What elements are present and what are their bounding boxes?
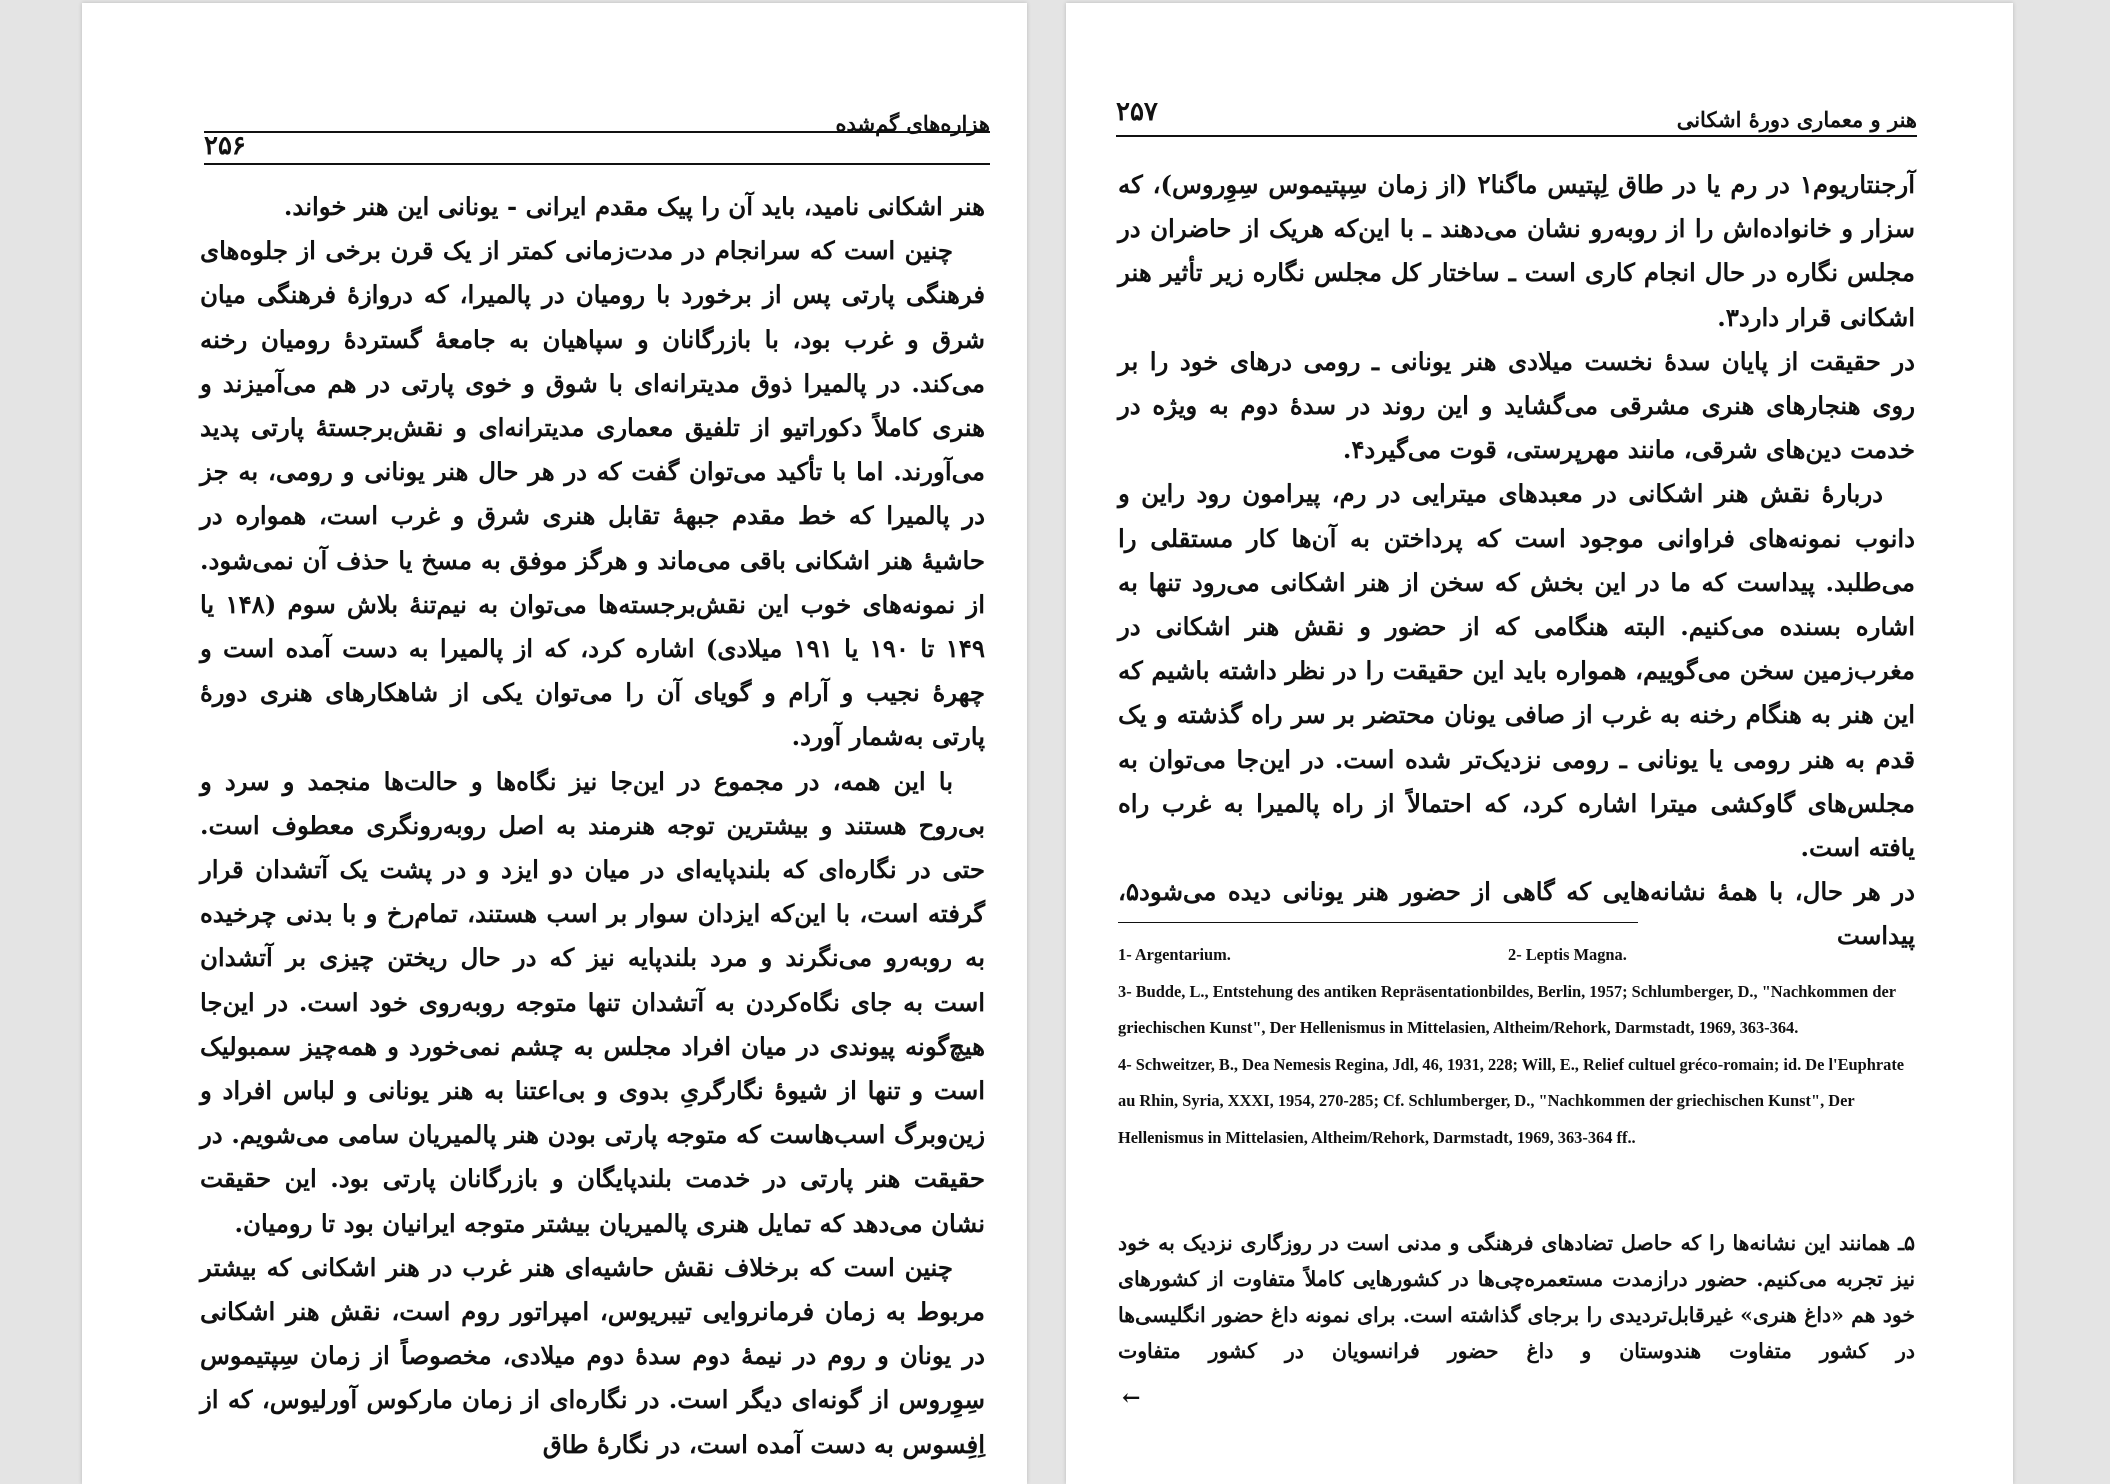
body-text [1118, 163, 1915, 959]
footnote-1: 1- Argentarium. [1118, 945, 1231, 964]
right-page [1066, 3, 2013, 1484]
header-rule [1116, 135, 1917, 137]
left-page [82, 3, 1027, 1484]
footnote-5: ۵ـ همانند این نشانه‌ها را که حاصل تضادهای فرهنگی و مدنی است در روزگاری نزدیک به خود نیز تجربه می‌کنیم. حضور درازمدت مستعمره‌چی‌ها در کشورهایی کاملاً متفاوت از کشورهای خود هم «داغ هنری» غیرقابل‌تردیدی را برجای گذاشته است. برای نمونه داغ حضور انگلیسی‌ها در کشور متفاوت هندوستان و داغ حضور فرانسویان در کشور متفاوت [1118, 1231, 1915, 1363]
footnote-rule [1118, 922, 1638, 923]
running-head-title: هنر و معماری دورهٔ اشکانی [1676, 107, 1917, 132]
header-rule-bottom [204, 163, 990, 165]
paragraph: آرجنتاریوم۱ در رم یا در طاق لِپتیس ماگنا۲ (از زمان سِپتیموس سِوِروس)، که سزار و خانواده‌اش را از روبه‌رو نشان می‌دهند ـ با این‌که هریک از حاضران در مجلس نگاره در حال انجام کاری است ـ ساختار کل مجلس نگاره زیر تأثیر هنر اشکانی قرار دارد۳. [1118, 170, 1915, 332]
footnotes-latin [1118, 937, 1915, 1156]
running-head-title: هزاره‌های گم‌شده [835, 111, 990, 136]
page-header [1116, 95, 1917, 135]
page-number: ۲۵۷ [1116, 97, 1158, 127]
paragraph: چنین است که سرانجام در مدت‌زمانی کمتر از یک قرن برخی از جلوه‌های فرهنگی پارتی پس از برخورد با رومیان در پالمیرا، که دروازهٔ فرهنگی میان شرق و غرب بود، با بازرگانان و سپاهیان به جامعهٔ گستردهٔ رومیان رخنه می‌کند. در پالمیرا ذوق مدیترانه‌ای با شوق و خوی پارتی در هم می‌آمیزند و هنری کاملاً دکوراتیو از تلفیق معماری مدیترانه‌ای و نقش‌برجستهٔ پارتی پدید می‌آورند. اما با تأکید می‌توان گفت که در هر حال هنر یونانی و رومی، به جز در پالمیرا که خط مقدم جبههٔ تقابل هنری شرق و غرب است، همواره در حاشیهٔ هنر اشکانی باقی می‌ماند و هرگز موفق به مسخ یا حذف آن نمی‌شود. از نمونه‌های خوب این نقش‌برجسته‌ها می‌توان به نیم‌تنهٔ بلاش سوم (۱۴۸ یا ۱۴۹ تا ۱۹۰ یا ۱۹۱ میلادی) اشاره کرد، که از پالمیرا به دست آمده است و چهرهٔ نجیب و آرام و گویای آن را می‌توان یکی از شاهکارهای هنری دورهٔ پارتی به‌شمار آورد. [200, 236, 986, 752]
paragraph: دربارهٔ نقش هنر اشکانی در معبدهای میترایی در رم، پیرامون رود راین و دانوب نمونه‌های فراوانی موجود است که پرداختن به آن‌ها کار مستقلی را می‌طلبد. پیداست که ما در این بخش که سخن از هنر اشکانی می‌رود تنها به اشاره بسنده می‌کنیم. البته هنگامی که از حضور و نقش هنر اشکانی در مغرب‌زمین سخن می‌گوییم، همواره باید این حقیقت را در نظر داشته باشیم که این هنر به هنگام رخنه به غرب از صافی یونان محتضر بر سر راه گذشته و یک قدم به هنر رومی یا یونانی ـ رومی نزدیک‌تر شده است. در این‌جا می‌توان به مجلس‌های گاوکشی میترا اشاره کرد، که احتمالاً از راه پالمیرا به غرب راه یافته است. [1118, 479, 1915, 863]
paragraph: با این همه، در مجموع در این‌جا نیز نگاه‌ها و حالت‌ها منجمد و سرد و بی‌روح هستند و بیشترین توجه هنرمند به اصل روبه‌رونگری معطوف است. حتی در نگاره‌ای که بلندپایه‌ای در میان دو ایزد و در پشت یک آتشدان قرار گرفته است، با این‌که ایزدان سوار بر اسب هستند، تمام‌رخ و با بدنی چرخیده به روبه‌رو می‌نگرند و مرد بلندپایه نیز که در حال ریختن چیزی بر آتشدان است به جای نگاه‌کردن به آتشدان تنها متوجه روبه‌روی خود است. در این‌جا هیچ‌گونه پیوندی در میان افراد مجلس به چشم نمی‌خورد و همه‌چیز سمبولیک است و تنها از شیوهٔ نگارگریِ بدوی و بی‌اعتنا به هنر یونانی و لباس افراد و زین‌وبرگ اسب‌هاست که متوجه پارتی بودن هنر پالمیریان سامی می‌شویم. در حقیقت هنر پارتی در خدمت بلندپایگان و بازرگانان پارتی بود. این حقیقت نشان می‌دهد که تمایل هنری پالمیریان بیشتر متوجه ایرانیان بود تا رومیان. [200, 766, 985, 1238]
footnote-2: 2- Leptis Magna. [1508, 945, 1627, 964]
footnote-4: 4- Schweitzer, B., Dea Nemesis Regina, Jdl, 46, 1931, 228; Will, E., Relief cultuel gréco-romain; id. De l'Euphrate au Rhin, Syria, XXXI, 1954, 270-285; Cf. Schlumberger, D., "Nachkommen der griechischen Kunst", Der Hellenismus in Mittelasien, Altheim/Rehork, Darmstadt, 1969, 363-364 ff.. [1118, 1054, 1905, 1147]
paragraph: هنر اشکانی نامید، باید آن را پیک مقدم ایرانی - یونانی این هنر خواند. [283, 192, 985, 221]
header-rule-top [204, 131, 990, 133]
footnote-line [1118, 937, 1915, 974]
body-text [200, 185, 985, 1467]
footnote-3: 3- Budde, L., Entstehung des antiken Repräsentationbildes, Berlin, 1957; Schlumberger, D., "Nachkommen der griechischen Kunst", Der Hellenismus in Mittelasien, Altheim/Rehork, Darmstadt, 1969, 363-364. [1118, 981, 1896, 1037]
paragraph: در هر حال، با همهٔ نشانه‌هایی که گاهی از حضور هنر یونانی دیده می‌شود۵، پیداست [1118, 877, 1915, 951]
paragraph: در حقیقت از پایان سدهٔ نخست میلادی هنر یونانی ـ رومی درهای خود را بر روی هنجارهای هنری مشرقی می‌گشاید و این روند در سدهٔ دوم به ویژه در خدمت دین‌های شرقی، مانند مهرپرستی، قوت می‌گیرد۴. [1118, 346, 1915, 465]
page-header [204, 101, 990, 163]
page-number: ۲۵۶ [204, 131, 246, 161]
continuation-arrow-icon: ← [1122, 1385, 1141, 1411]
paragraph: چنین است که برخلاف نقش حاشیه‌ای هنر غرب در هنر اشکانی که بیشتر مربوط به زمان فرمانروایی تیبریوس، امپراتور روم است، نقش هنر اشکانی در یونان و روم در نیمهٔ دوم سدهٔ دوم میلادی، مخصوصاً از زمان سِپتیموس سِوِروس از گونه‌ای دیگر است. در نگاره‌ای از زمان مارکوس آورلیوس، که از اِفِسوس به دست آمده است، در نگارهٔ طاق [200, 1252, 985, 1459]
